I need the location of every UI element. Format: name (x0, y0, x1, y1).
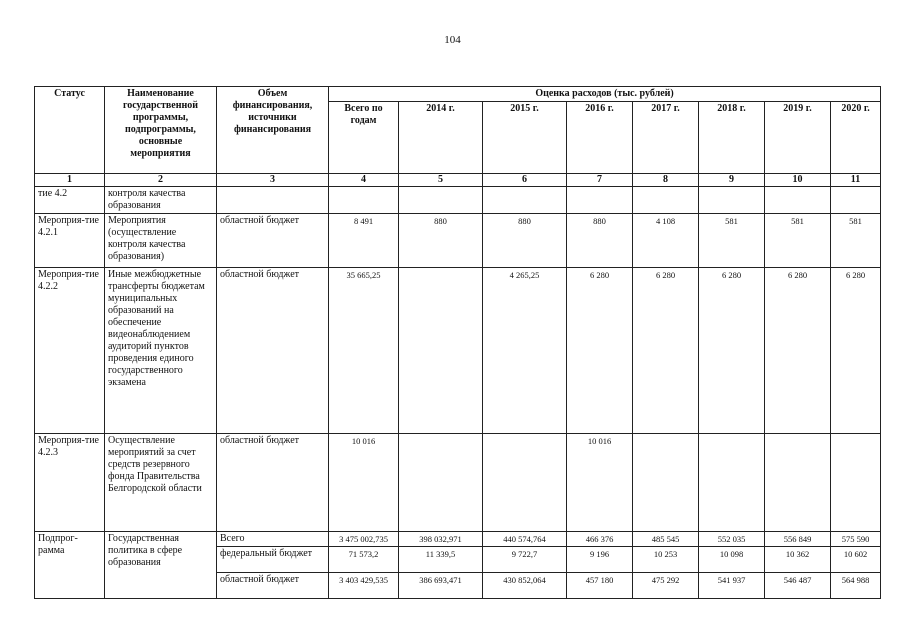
row-value (399, 434, 483, 532)
header-volume: Объем финансирования, источники финансирования (217, 87, 329, 174)
subprogram-value: 9 196 (567, 547, 633, 573)
row-value: 581 (765, 214, 831, 268)
column-number: 11 (831, 174, 881, 187)
budget-table (34, 86, 881, 599)
row-status: Мероприя-тие 4.2.2 (35, 268, 105, 434)
subprogram-value: 3 403 429,535 (329, 573, 399, 599)
subprogram-value: 10 098 (699, 547, 765, 573)
row-value: 6 280 (765, 268, 831, 434)
row-status: тие 4.2 (35, 187, 105, 214)
column-number: 3 (217, 174, 329, 187)
row-value (633, 434, 699, 532)
row-source (217, 187, 329, 214)
column-number: 5 (399, 174, 483, 187)
row-value: 880 (567, 214, 633, 268)
row-value (567, 187, 633, 214)
header-year: 2019 г. (765, 102, 831, 174)
header-year: 2015 г. (483, 102, 567, 174)
column-number: 10 (765, 174, 831, 187)
header-year: 2018 г. (699, 102, 765, 174)
header-year: 2014 г. (399, 102, 483, 174)
subprogram-value: 9 722,7 (483, 547, 567, 573)
row-value (765, 434, 831, 532)
subprogram-value: 398 032,971 (399, 532, 483, 547)
table-row (35, 268, 881, 434)
subprogram-value: 546 487 (765, 573, 831, 599)
subprogram-value: 386 693,471 (399, 573, 483, 599)
row-source: областной бюджет (217, 268, 329, 434)
row-value: 8 491 (329, 214, 399, 268)
row-value (329, 187, 399, 214)
column-number-row (35, 174, 881, 187)
header-year: 2017 г. (633, 102, 699, 174)
subprogram-source: федеральный бюджет (217, 547, 329, 573)
row-value (699, 434, 765, 532)
column-number: 9 (699, 174, 765, 187)
subprogram-value: 440 574,764 (483, 532, 567, 547)
subprogram-value: 430 852,064 (483, 573, 567, 599)
header-status: Статус (35, 87, 105, 174)
row-value (483, 434, 567, 532)
subprogram-value: 466 376 (567, 532, 633, 547)
subprogram-value: 475 292 (633, 573, 699, 599)
row-value: 880 (399, 214, 483, 268)
header-year: 2016 г. (567, 102, 633, 174)
row-status: Мероприя-тие 4.2.3 (35, 434, 105, 532)
column-number: 1 (35, 174, 105, 187)
row-value: 6 280 (831, 268, 881, 434)
page-number: 104 (444, 34, 461, 46)
subprogram-value: 10 362 (765, 547, 831, 573)
column-number: 8 (633, 174, 699, 187)
row-value (633, 187, 699, 214)
row-value: 880 (483, 214, 567, 268)
row-value (399, 187, 483, 214)
column-number: 6 (483, 174, 567, 187)
column-number: 4 (329, 174, 399, 187)
subprogram-source: Всего (217, 532, 329, 547)
row-value (699, 187, 765, 214)
header-row-1 (35, 87, 881, 102)
subprogram-value: 10 602 (831, 547, 881, 573)
row-value (831, 187, 881, 214)
row-value: 35 665,25 (329, 268, 399, 434)
row-value (831, 434, 881, 532)
row-value (399, 268, 483, 434)
subprogram-value: 10 253 (633, 547, 699, 573)
subprogram-value: 71 573,2 (329, 547, 399, 573)
subprogram-value: 564 988 (831, 573, 881, 599)
subprogram-value: 3 475 002,735 (329, 532, 399, 547)
subprogram-status: Подпрог-рамма (35, 532, 105, 599)
row-value: 10 016 (329, 434, 399, 532)
column-number: 7 (567, 174, 633, 187)
row-value: 6 280 (633, 268, 699, 434)
subprogram-value: 11 339,5 (399, 547, 483, 573)
row-value: 581 (831, 214, 881, 268)
table-row (35, 434, 881, 532)
row-value (483, 187, 567, 214)
subprogram-value: 457 180 (567, 573, 633, 599)
table-row (35, 187, 881, 214)
subprogram-value: 541 937 (699, 573, 765, 599)
row-source: областной бюджет (217, 214, 329, 268)
subprogram-name: Государственная политика в сфере образования (105, 532, 217, 599)
subprogram-value: 575 590 (831, 532, 881, 547)
header-total: Всего по годам (329, 102, 399, 174)
row-name: Мероприятия (осуществление контроля качества образования) (105, 214, 217, 268)
row-name: Иные межбюджетные трансферты бюджетам муниципальных образований на обеспечение видеонаблюдением аудиторий пунктов проведения единого государственного экзамена (105, 268, 217, 434)
subprogram-value: 485 545 (633, 532, 699, 547)
row-value: 6 280 (567, 268, 633, 434)
row-status: Мероприя-тие 4.2.1 (35, 214, 105, 268)
row-value: 4 265,25 (483, 268, 567, 434)
subprogram-value: 556 849 (765, 532, 831, 547)
header-name: Наименование государственной программы, подпрограммы, основные мероприятия (105, 87, 217, 174)
column-number: 2 (105, 174, 217, 187)
subprogram-row (35, 532, 881, 547)
row-value: 6 280 (699, 268, 765, 434)
row-name: контроля качества образования (105, 187, 217, 214)
table-row (35, 214, 881, 268)
header-estimate: Оценка расходов (тыс. рублей) (329, 87, 881, 102)
subprogram-value: 552 035 (699, 532, 765, 547)
row-value: 4 108 (633, 214, 699, 268)
header-year: 2020 г. (831, 102, 881, 174)
row-value: 581 (699, 214, 765, 268)
row-value: 10 016 (567, 434, 633, 532)
row-source: областной бюджет (217, 434, 329, 532)
subprogram-source: областной бюджет (217, 573, 329, 599)
row-name: Осуществление мероприятий за счет средств резервного фонда Правительства Белгородской области (105, 434, 217, 532)
row-value (765, 187, 831, 214)
